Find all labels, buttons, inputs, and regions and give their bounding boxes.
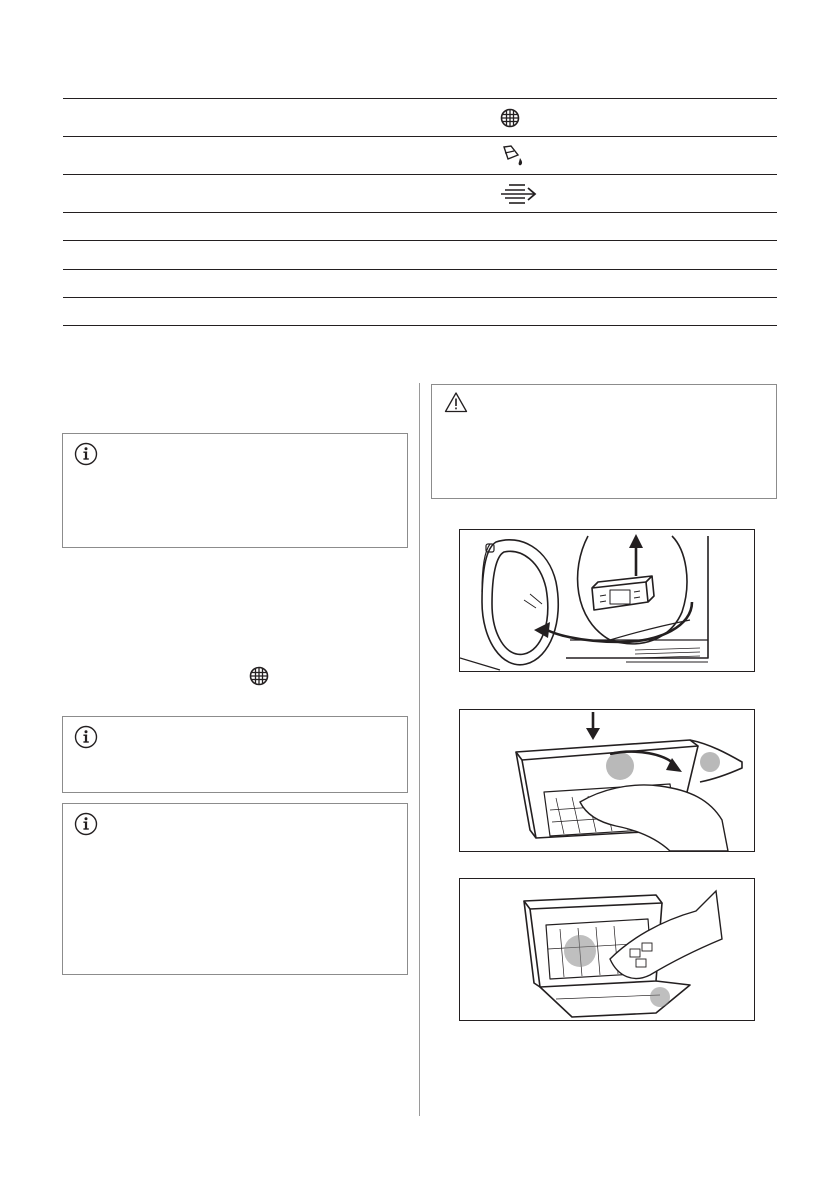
info-icon (74, 442, 98, 471)
filter-open-illustration (460, 710, 754, 851)
grid-filter-icon (500, 108, 520, 133)
table-row (63, 136, 777, 174)
info-note (62, 433, 408, 548)
open-filter-figure (459, 709, 755, 852)
warning-triangle-icon (444, 391, 468, 418)
table-row (63, 212, 777, 240)
table-row (63, 297, 777, 326)
warning-note (431, 384, 777, 499)
table-row (63, 240, 777, 269)
dryer-door-illustration (460, 530, 754, 671)
table-row (63, 269, 777, 297)
symbol-table (63, 98, 777, 326)
table-row (63, 174, 777, 212)
column-divider (419, 383, 420, 1116)
table-row (63, 98, 777, 136)
clean-filter-figure (459, 878, 755, 1021)
info-icon (74, 725, 98, 754)
filter-cleaning-illustration (460, 879, 754, 1020)
info-note (62, 716, 408, 793)
info-note (62, 803, 408, 975)
water-container-icon (500, 144, 526, 173)
info-icon (74, 812, 98, 841)
airflow-lines-arrow-icon (500, 183, 540, 210)
grid-filter-icon (249, 666, 269, 691)
remove-filter-from-door-figure (459, 529, 755, 672)
